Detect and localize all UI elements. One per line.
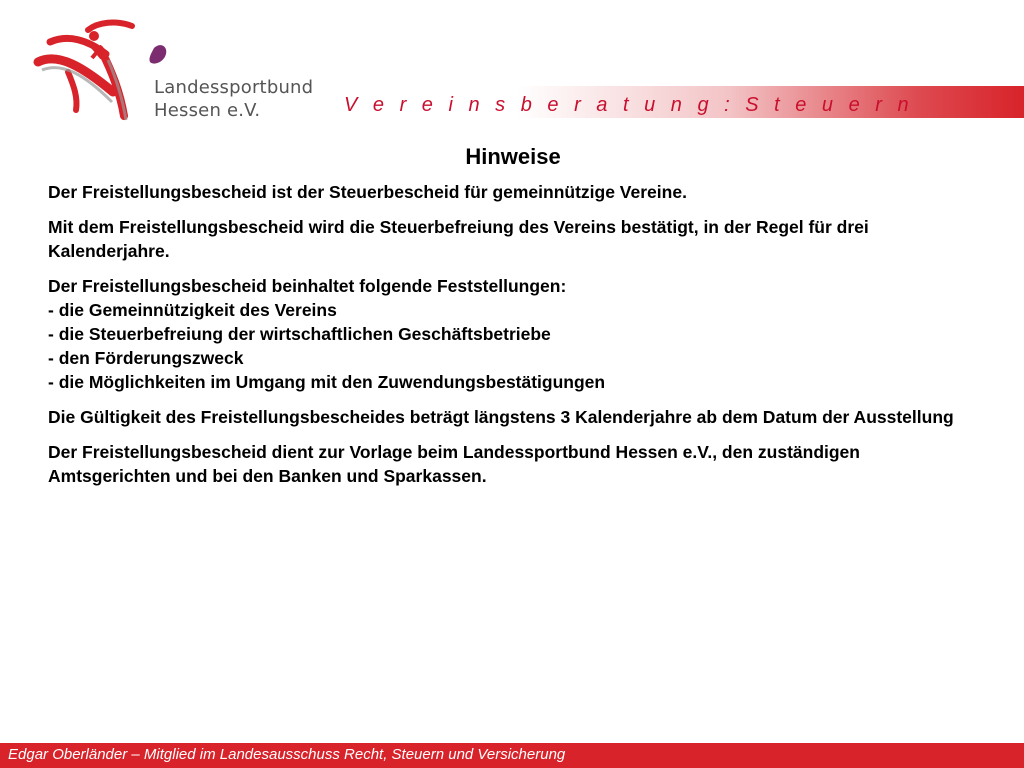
- paragraph-definition: Der Freistellungsbescheid ist der Steuerbescheid für gemeinnützige Vereine.: [48, 182, 687, 202]
- main-content: [48, 142, 978, 499]
- list-item: - die Möglichkeiten im Umgang mit den Zuwendungsbestätigungen: [48, 372, 606, 392]
- logo-line-2: Hessen e.V.: [154, 100, 261, 121]
- page-heading: Hinweise: [465, 144, 561, 169]
- header-title: V e r e i n s b e r a t u n g : S t e u e r n: [344, 94, 914, 116]
- paragraph-validity: Die Gültigkeit des Freistellungsbescheides beträgt längstens 3 Kalenderjahre ab dem Datum der Ausstellung: [48, 407, 954, 427]
- list-item: - die Gemeinnützigkeit des Vereins: [48, 300, 337, 320]
- list-item: - den Förderungszweck: [48, 348, 244, 368]
- footer-bar: [0, 743, 1024, 768]
- logo-line-1: Landessportbund: [154, 77, 314, 98]
- paragraph-confirmation: Mit dem Freistellungsbescheid wird die Steuerbefreiung des Vereins bestätigt, in der Regel für drei Kalenderjahre.: [48, 217, 869, 261]
- findings-intro: Der Freistellungsbescheid beinhaltet folgende Feststellungen:: [48, 276, 567, 296]
- list-item: - die Steuerbefreiung der wirtschaftlichen Geschäftsbetriebe: [48, 324, 551, 344]
- logo-text: [154, 76, 313, 122]
- footer-text: Edgar Oberländer – Mitglied im Landesausschuss Recht, Steuern und Versicherung: [8, 746, 566, 763]
- lsb-hessen-logo: [28, 12, 314, 124]
- paragraph-usage: Der Freistellungsbescheid dient zur Vorlage beim Landessportbund Hessen e.V., den zuständigen Amtsgerichten und bei den Banken und Sparkassen.: [48, 442, 860, 486]
- findings-block: [48, 274, 978, 394]
